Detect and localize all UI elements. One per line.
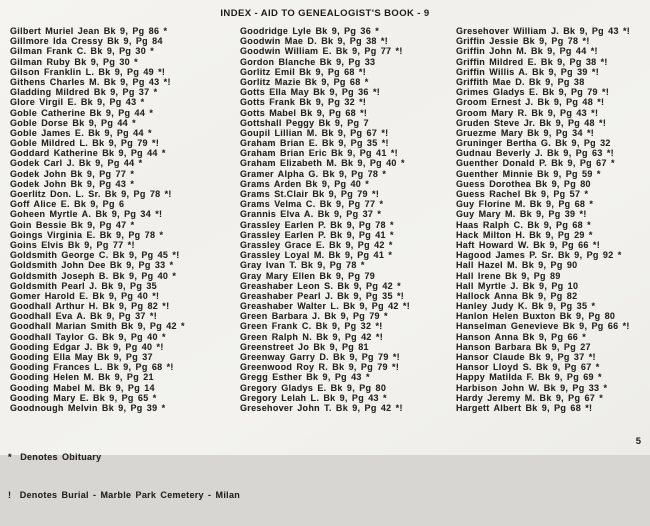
- index-entry: Green Frank C. Bk 9, Pg 32 *!: [240, 321, 383, 332]
- index-entry: Guenther Minnie Bk 9, Pg 59 *: [456, 168, 601, 179]
- index-entry: Goble James E. Bk 9, Pg 44 *: [10, 127, 152, 138]
- index-entry: Gooding Ella May Bk 9, Pg 37: [10, 352, 153, 362]
- index-entry: Greashaber Leon S. Bk 9, Pg 42 *: [240, 280, 401, 291]
- index-entry: Goodhall Taylor G. Bk 9, Pg 40 *: [10, 331, 166, 342]
- index-entry: Hanley Judy K. Bk 9, Pg 35 *: [456, 301, 596, 312]
- index-entry: Hall Hazel M. Bk 9, Pg 90: [456, 260, 578, 271]
- index-entry: Goble Catherine Bk 9, Pg 44 *: [10, 107, 154, 118]
- index-entry: Griffith Mae D. Bk 9, Pg 38: [456, 76, 585, 87]
- index-entry: Guess Dorothea Bk 9, Pg 80: [456, 178, 591, 189]
- index-entry: Gotts Frank Bk 9, Pg 32 *!: [240, 97, 367, 108]
- index-entry: Gudnau Beverly J. Bk 9, Pg 63 *!: [456, 148, 614, 159]
- index-entry: Hagood James P. Sr. Bk 9, Pg 92 *: [456, 250, 622, 261]
- index-entry: Gladding Mildred Bk 9, Pg 37 *: [10, 87, 158, 98]
- index-column-1: [10, 26, 236, 413]
- index-entry: Godek John Bk 9, Pg 43 *: [10, 178, 135, 189]
- index-entry: Hall Myrtle J. Bk 9, Pg 10: [456, 280, 579, 291]
- index-entry: Haas Ralph C. Bk 9, Pg 68 *: [456, 219, 591, 230]
- index-entry: Goodwin William E. Bk 9, Pg 77 *!: [240, 46, 403, 57]
- index-entry: Gillmore Ida Cressy Bk 9, Pg 84: [10, 36, 163, 47]
- index-entry: Gordon Blanche Bk 9, Pg 33: [240, 56, 376, 67]
- index-entry: Griffin Jessie Bk 9, Pg 78 *!: [456, 36, 590, 47]
- index-entry: Goodwin Mae D. Bk 9, Pg 38 *!: [240, 36, 389, 47]
- index-entry: Grassley Loyal M. Bk 9, Pg 41 *: [240, 250, 393, 261]
- index-entry: Godek John Bk 9, Pg 77 *: [10, 168, 135, 179]
- page-title: INDEX - AID TO GENEALOGIST'S BOOK - 9: [220, 8, 430, 19]
- index-entry: Groom Ernest J. Bk 9, Pg 48 *!: [456, 97, 605, 108]
- index-entry: Hall Irene Bk 9, Pg 89: [456, 270, 561, 281]
- index-entry: Green Ralph N. Bk 9, Pg 42 *!: [240, 331, 384, 342]
- index-entry: Greenstreet Jo Bk 9, Pg 81: [240, 341, 369, 352]
- index-entry: Goldsmith George C. Bk 9, Pg 45 *!: [10, 250, 180, 261]
- index-entry: Gruninger Bertha G. Bk 9, Pg 32: [456, 138, 611, 149]
- index-entry: Goddard Katherine Bk 9, Pg 44 *: [10, 148, 166, 159]
- index-entry: Grannis Elva A. Bk 9, Pg 37 *: [240, 209, 382, 220]
- index-entry: Grimes Gladys E. Bk 9, Pg 79 *!: [456, 87, 610, 98]
- index-entry: Goodnough Melvin Bk 9, Pg 39 *: [10, 402, 166, 413]
- index-entry: Hallock Anna Bk 9, Pg 82: [456, 290, 578, 301]
- index-entry: Goodhall Marian Smith Bk 9, Pg 42 *: [10, 321, 185, 332]
- index-entry: Gotts Mabel Bk 9, Pg 68 *!: [240, 107, 368, 118]
- index-entry: Guenther Donald P. Bk 9, Pg 67 *: [456, 158, 615, 169]
- index-entry: Graham Elizabeth M. Bk 9, Pg 40 *: [240, 158, 405, 169]
- index-entry: Hanlon Helen Buxton Bk 9, Pg 80: [456, 311, 616, 322]
- index-entry: Groom Mary R. Bk 9, Pg 43 *!: [456, 107, 599, 118]
- index-entry: Haft Howard W. Bk 9, Pg 66 *!: [456, 239, 601, 250]
- index-entry: Gilbert Muriel Jean Bk 9, Pg 86 *: [10, 26, 168, 36]
- index-entry: Goldsmith Pearl J. Bk 9, Pg 35: [10, 280, 157, 291]
- index-entry: Godek Carl J. Bk 9, Pg 44 *: [10, 158, 143, 169]
- index-entry: Gorlitz Mazie Bk 9, Pg 68 *: [240, 76, 369, 87]
- index-entry: Gregory Gladys E. Bk 9, Pg 80: [240, 382, 387, 393]
- index-entry: Grassley Earlen P. Bk 9, Pg 41 *: [240, 229, 394, 240]
- index-entry: Gooding Edgar J. Bk 9, Pg 40 *!: [10, 341, 164, 352]
- index-entry: Gorlitz Emil Bk 9, Pg 68 *!: [240, 66, 367, 77]
- index-entry: Gregory Lelah L. Bk 9, Pg 43 *: [240, 392, 387, 403]
- index-entry: Graham Brian Eric Bk 9, Pg 41 *!: [240, 148, 398, 159]
- index-entry: Greashaber Walter L. Bk 9, Pg 42 *!: [240, 301, 411, 312]
- index-entry: Gruden Steve Jr. Bk 9, Pg 48 *!: [456, 117, 607, 128]
- index-entry: Goldsmith Joseph B. Bk 9, Pg 40 *: [10, 270, 177, 281]
- index-entry: Griffin Mildred E. Bk 9, Pg 38 *!: [456, 56, 608, 67]
- index-entry: Grams Velma C. Bk 9, Pg 77 *: [240, 199, 384, 210]
- index-entry: Guy Mary M. Bk 9, Pg 39 *!: [456, 209, 587, 220]
- index-entry: Goins Elvis Bk 9, Pg 77 *!: [10, 239, 135, 250]
- index-entry: Green Barbara J. Bk 9, Pg 79 *: [240, 311, 388, 322]
- index-entry: Goin Bessie Bk 9, Pg 47 *: [10, 219, 135, 230]
- index-entry: Gregg Esther Bk 9, Pg 43 *: [240, 372, 370, 383]
- index-entry: Hardy Jeremy M. Bk 9, Pg 67 *: [456, 392, 604, 403]
- index-entry: Goheen Myrtle A. Bk 9, Pg 34 *!: [10, 209, 163, 220]
- index-entry: Graham Brian E. Bk 9, Pg 35 *!: [240, 138, 389, 149]
- index-entry: Goodridge Lyle Bk 9, Pg 36 *: [240, 26, 379, 36]
- index-entry: Gilson Franklin L. Bk 9, Pg 49 *!: [10, 66, 166, 77]
- index-entry: Gray Mary Ellen Bk 9, Pg 79: [240, 270, 376, 281]
- index-entry: Gooding Helen M. Bk 9, Pg 21: [10, 372, 154, 383]
- index-entry: Gilman Frank C. Bk 9, Pg 30 *: [10, 46, 155, 57]
- index-entry: Goff Alice E. Bk 9, Pg 6: [10, 199, 125, 210]
- index-entry: Hanselman Genevieve Bk 9, Pg 66 *!: [456, 321, 630, 332]
- index-entry: Goings Virginia E. Bk 9, Pg 78 *: [10, 229, 164, 240]
- index-entry: Gooding Mabel M. Bk 9, Pg 14: [10, 382, 155, 393]
- index-entry: Goble Dorse Bk 9, Pg 44 *: [10, 117, 136, 128]
- index-entry: Guess Rachel Bk 9, Pg 57 *: [456, 189, 589, 199]
- index-entry: Happy Matilda F. Bk 9, Pg 69 *: [456, 372, 602, 383]
- index-entry: Hansor Claude Bk 9, Pg 37 *!: [456, 352, 596, 362]
- index-entry: Gresehover William J. Bk 9, Pg 43 *!: [456, 26, 631, 36]
- footnote-burial: ! Denotes Burial - Marble Park Cemetery - Milan: [8, 489, 241, 500]
- index-entry: Githens Charles M. Bk 9, Pg 43 *!: [10, 76, 171, 87]
- index-entry: Greashaber Pearl J. Bk 9, Pg 35 *!: [240, 290, 405, 301]
- index-column-2: [240, 26, 452, 413]
- index-entry: Gresehover John T. Bk 9, Pg 42 *!: [240, 402, 403, 413]
- index-entry: Gilman Ruby Bk 9, Pg 30 *: [10, 56, 138, 67]
- index-entry: Guy Florine M. Bk 9, Pg 68 *: [456, 199, 594, 210]
- index-entry: Gramer Alpha G. Bk 9, Pg 78 *: [240, 168, 387, 179]
- index-entry: Grassley Earlen P. Bk 9, Pg 78 *: [240, 219, 394, 230]
- index-entry: Goble Mildred L. Bk 9, Pg 79 *!: [10, 138, 160, 149]
- index-entry: Hack Milton H. Bk 9, Pg 29 *: [456, 229, 593, 240]
- index-entry: Gray Ivan T. Bk 9, Pg 78 *: [240, 260, 365, 271]
- index-entry: Goldsmith John Dee Bk 9, Pg 33 *: [10, 260, 174, 271]
- footnote-obituary: * Denotes Obituary: [8, 452, 102, 462]
- index-entry: Hanson Barbara Bk 9, Pg 27: [456, 341, 591, 352]
- index-entry: Griffin Willis A. Bk 9, Pg 39 *!: [456, 66, 600, 77]
- index-entry: Grams St.Clair Bk 9, Pg 79 *!: [240, 189, 380, 199]
- index-column-3: [456, 26, 646, 413]
- index-entry: Griffin John M. Bk 9, Pg 44 *!: [456, 46, 598, 57]
- index-entry: Hanson Anna Bk 9, Pg 66 *: [456, 331, 587, 342]
- index-entry: Grams Arden Bk 9, Pg 40 *: [240, 178, 370, 189]
- footnotes: [8, 426, 240, 526]
- index-entry: Gooding Frances L. Bk 9, Pg 68 *!: [10, 362, 174, 373]
- index-entry: Glore Virgil E. Bk 9, Pg 43 *: [10, 97, 145, 108]
- index-entry: Greenway Garry D. Bk 9, Pg 79 *!: [240, 352, 400, 362]
- index-entry: Grassley Grace E. Bk 9, Pg 42 *: [240, 239, 393, 250]
- index-entry: Harbison John W. Bk 9, Pg 33 *: [456, 382, 608, 393]
- index-entry: Goerlitz Don. L. Sr. Bk 9, Pg 78 *!: [10, 189, 172, 199]
- index-entry: Hansor Lloyd S. Bk 9, Pg 67 *: [456, 362, 600, 373]
- index-entry: Greenwood Roy R. Bk 9, Pg 79 *!: [240, 362, 400, 373]
- index-entry: Goodhall Arthur H. Bk 9, Pg 82 *!: [10, 301, 170, 312]
- index-entry: Goupil Lillian M. Bk 9, Pg 67 *!: [240, 127, 389, 138]
- index-entry: Hargett Albert Bk 9, Pg 68 *!: [456, 402, 593, 413]
- index-entry: Gooding Mary E. Bk 9, Pg 65 *: [10, 392, 157, 403]
- index-entry: Gomer Harold E. Bk 9, Pg 40 *!: [10, 290, 160, 301]
- index-entry: Gottshall Peggy Bk 9, Pg 7: [240, 117, 369, 128]
- page-number: 5: [635, 436, 641, 447]
- index-entry: Gotts Ella May Bk 9, Pg 36 *!: [240, 87, 381, 98]
- index-entry: Goodhall Eva A. Bk 9, Pg 37 *!: [10, 311, 158, 322]
- index-entry: Gruezme Mary Bk 9, Pg 34 *!: [456, 127, 595, 138]
